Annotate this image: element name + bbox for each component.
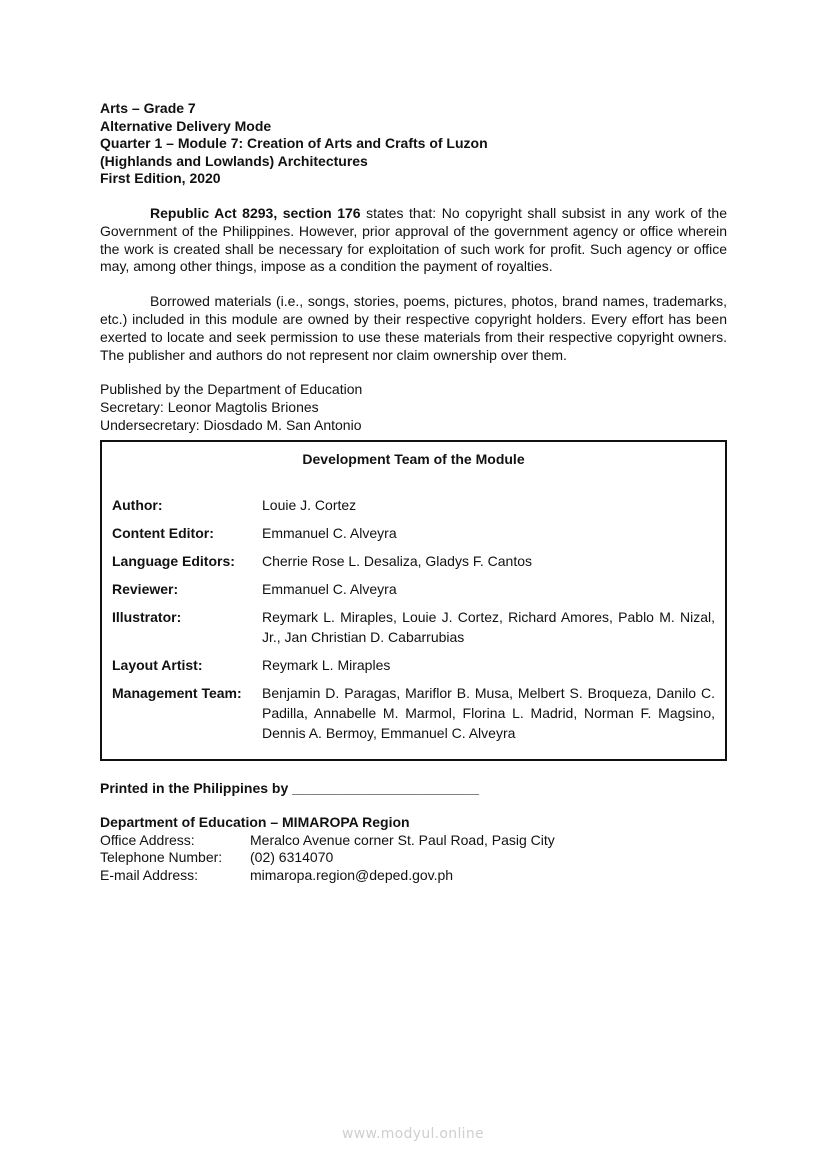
watermark: www.modyul.online — [342, 1126, 484, 1142]
law-reference: Republic Act 8293, section 176 — [150, 204, 361, 221]
contact-value: (02) 6314070 — [250, 849, 334, 866]
team-label: Reviewer: — [112, 581, 179, 598]
copyright-page — [100, 100, 727, 884]
team-row-management-team — [112, 683, 715, 743]
team-label: Author: — [112, 497, 163, 514]
team-value: Louie J. Cortez — [262, 497, 357, 514]
publisher-info — [100, 381, 727, 434]
edition: First Edition, 2020 — [100, 170, 221, 187]
module-subtitle: (Highlands and Lowlands) Architectures — [100, 152, 368, 169]
team-label: Illustrator: — [112, 609, 182, 626]
deped-region-title: Department of Education – MIMAROPA Region — [100, 814, 410, 831]
secretary: Secretary: Leonor Magtolis Briones — [100, 398, 319, 415]
borrowed-materials-paragraph: Borrowed materials (i.e., songs, stories, poems, pictures, photos, brand names, trademarks, etc.) included in this module are owned by their respective copyright holders. Every effort has been exerted to locate and seek permission to use these materials from their respective copyright owners. The publisher and authors do not represent nor claim ownership over them. — [100, 293, 727, 363]
contact-row-email — [100, 867, 727, 885]
contact-label: Telephone Number: — [100, 849, 223, 866]
copyright-paragraph — [100, 205, 727, 276]
delivery-mode: Alternative Delivery Mode — [100, 117, 272, 134]
team-value: Emmanuel C. Alveyra — [262, 525, 397, 542]
team-list — [112, 495, 715, 743]
module-header — [100, 100, 727, 188]
module-title: Quarter 1 – Module 7: Creation of Arts and Crafts of Luzon — [100, 135, 488, 152]
team-row-layout-artist — [112, 655, 715, 675]
team-row-content-editor — [112, 523, 715, 543]
team-row-illustrator — [112, 607, 715, 647]
contact-value: mimaropa.region@deped.gov.ph — [250, 866, 454, 883]
team-value: Benjamin D. Paragas, Mariflor B. Musa, Melbert S. Broqueza, Danilo C. Padilla, Annabelle M. Marmol, Florina L. Madrid, Norman F. Magsino, Dennis A. Bermoy, Emmanuel C. Alveyra — [262, 685, 715, 742]
development-team-box — [100, 440, 727, 761]
team-label: Content Editor: — [112, 525, 214, 542]
undersecretary: Undersecretary: Diosdado M. San Antonio — [100, 416, 362, 433]
published-by: Published by the Department of Education — [100, 381, 363, 398]
team-label: Language Editors: — [112, 553, 235, 570]
contact-label: E-mail Address: — [100, 866, 199, 883]
printed-by-line: Printed in the Philippines by ________________________ — [100, 780, 479, 797]
contact-row-office-address — [100, 832, 727, 850]
team-title: Development Team of the Module — [302, 451, 525, 468]
law-text: states that: No copyright shall subsist in any work of the Government of the Philippines. However, prior approval of the government agency or office wherein the work is created shall be necessary for exploitation of such work for profit. Such agency or office may, among other things, impose as a condition the payment of royalties. — [100, 204, 727, 275]
team-row-reviewer — [112, 579, 715, 599]
contact-value: Meralco Avenue corner St. Paul Road, Pasig City — [250, 831, 555, 848]
team-row-language-editors — [112, 551, 715, 571]
contact-list — [100, 832, 727, 885]
team-value: Reymark L. Miraples — [262, 657, 391, 674]
team-label: Layout Artist: — [112, 657, 203, 674]
team-value: Reymark L. Miraples, Louie J. Cortez, Richard Amores, Pablo M. Nizal, Jr., Jan Christian D. Cabarrubias — [262, 609, 715, 646]
contact-row-telephone — [100, 849, 727, 867]
team-row-author — [112, 495, 715, 515]
team-value: Emmanuel C. Alveyra — [262, 581, 397, 598]
team-value: Cherrie Rose L. Desaliza, Gladys F. Cantos — [262, 553, 532, 570]
team-label: Management Team: — [112, 685, 242, 702]
contact-label: Office Address: — [100, 831, 195, 848]
subject-grade: Arts – Grade 7 — [100, 100, 196, 116]
